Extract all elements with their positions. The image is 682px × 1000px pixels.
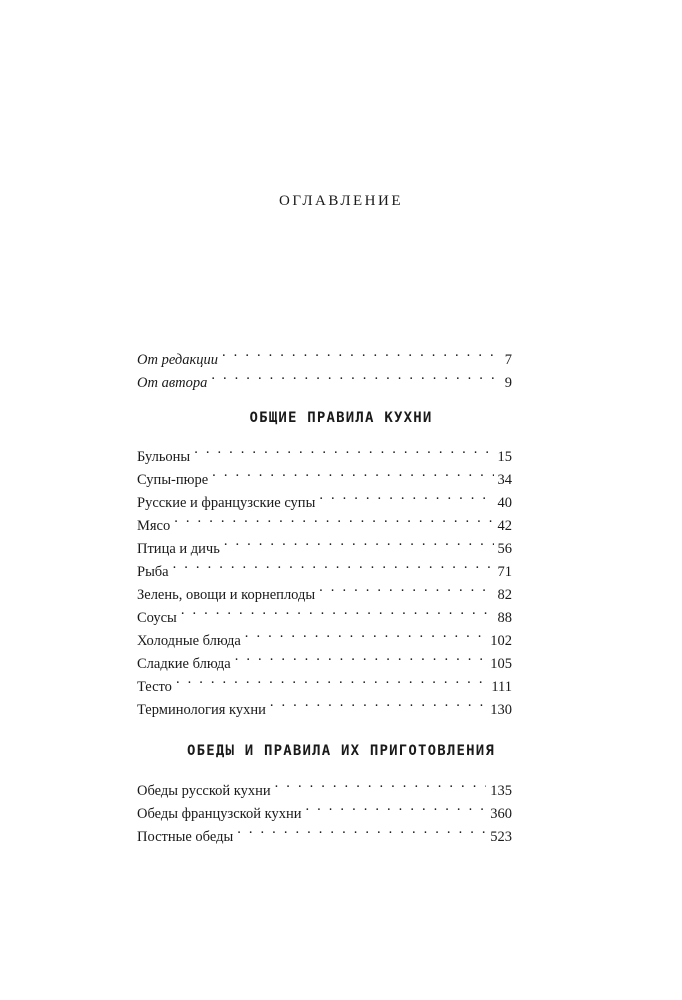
toc-entry-label: Соусы xyxy=(137,610,177,626)
toc-entry-page: 523 xyxy=(490,829,512,845)
toc-entry[interactable] xyxy=(137,576,512,603)
dot-leader xyxy=(176,668,487,691)
dot-leader xyxy=(211,364,500,387)
toc-entry-page: 88 xyxy=(497,610,512,626)
toc-entry-page: 7 xyxy=(504,352,512,368)
toc-entry-page: 9 xyxy=(504,375,512,391)
toc-entry-label: Русские и французские супы xyxy=(137,495,316,511)
toc-intro-group xyxy=(137,341,512,391)
toc-entry-label: Зелень, овощи и корнеплоды xyxy=(137,587,316,603)
dot-leader xyxy=(237,818,486,841)
section-heading: ОБЩИЕ ПРАВИЛА КУХНИ xyxy=(249,410,433,426)
dot-leader xyxy=(270,691,486,714)
toc-entry[interactable] xyxy=(137,691,512,718)
toc-entry-label: Обеды французской кухни xyxy=(137,806,302,822)
toc-entry-page: 360 xyxy=(490,806,512,822)
toc-entry-page: 111 xyxy=(491,679,512,695)
toc-entry-label: От автора xyxy=(137,375,208,391)
toc-entry-page: 42 xyxy=(497,518,512,534)
toc-entry-label: Тесто xyxy=(137,679,172,695)
dot-leader xyxy=(275,772,487,795)
toc-entry[interactable] xyxy=(137,622,512,649)
toc-entry[interactable] xyxy=(137,553,512,580)
dot-leader xyxy=(194,438,493,461)
toc-entry-label: Супы-пюре xyxy=(137,472,209,488)
toc-entry-label: Терминология кухни xyxy=(137,702,266,718)
toc-entry-page: 40 xyxy=(497,495,512,511)
dot-leader xyxy=(224,530,494,553)
toc-entry-page: 15 xyxy=(497,449,512,465)
toc-entry-page: 135 xyxy=(490,783,512,799)
toc-entry[interactable] xyxy=(137,341,512,368)
toc-entry-label: Птица и дичь xyxy=(137,541,220,557)
toc-entry-page: 82 xyxy=(497,587,512,603)
toc-entry[interactable] xyxy=(137,507,512,534)
dot-leader xyxy=(235,645,487,668)
toc-entry-page: 34 xyxy=(497,472,512,488)
toc-title: ОГЛАВЛЕНИЕ xyxy=(279,193,403,209)
toc-entry-label: Рыба xyxy=(137,564,169,580)
toc-section-2-group xyxy=(137,772,512,845)
toc-entry-page: 130 xyxy=(490,702,512,718)
dot-leader xyxy=(212,461,493,484)
dot-leader xyxy=(181,599,494,622)
dot-leader xyxy=(174,507,493,530)
dot-leader xyxy=(173,553,494,576)
dot-leader xyxy=(222,341,501,364)
toc-entry-label: Постные обеды xyxy=(137,829,234,845)
toc-entry-page: 56 xyxy=(497,541,512,557)
dot-leader xyxy=(305,795,486,818)
section-heading: ОБЕДЫ И ПРАВИЛА ИХ ПРИГОТОВЛЕНИЯ xyxy=(186,743,496,759)
toc-entry-label: Бульоны xyxy=(137,449,191,465)
toc-section-1-group xyxy=(137,438,512,718)
toc-entry-label: Мясо xyxy=(137,518,171,534)
dot-leader xyxy=(245,622,486,645)
toc-entry[interactable] xyxy=(137,599,512,626)
toc-entry-page: 105 xyxy=(490,656,512,672)
toc-entry-page: 102 xyxy=(490,633,512,649)
toc-entry-label: От редакции xyxy=(137,352,219,368)
toc-entry-label: Сладкие блюда xyxy=(137,656,231,672)
toc-entry[interactable] xyxy=(137,530,512,557)
toc-entry-label: Холодные блюда xyxy=(137,633,241,649)
dot-leader xyxy=(319,484,493,507)
toc-entry-page: 71 xyxy=(497,564,512,580)
dot-leader xyxy=(319,576,493,599)
toc-entry[interactable] xyxy=(137,438,512,465)
toc-entry-label: Обеды русской кухни xyxy=(137,783,271,799)
toc-entry[interactable] xyxy=(137,668,512,695)
toc-entry[interactable] xyxy=(137,772,512,799)
